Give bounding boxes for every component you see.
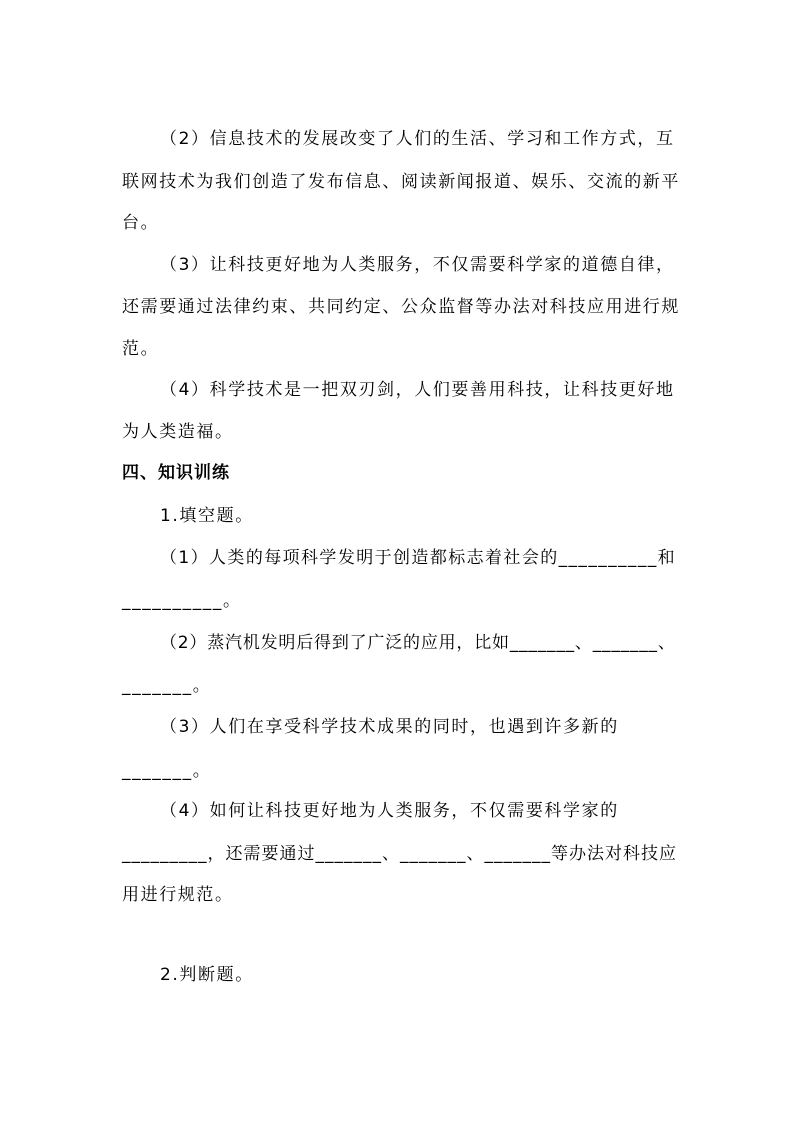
paragraph-4-line-1: （4）科学技术是一把双刃剑，人们要善用科技，让科技更好地 — [160, 380, 675, 400]
question-1-1-line-1: （1）人类的每项科学发明于创造都标志着社会的__________和 — [160, 548, 677, 568]
question-1-2-line-2: _______。 — [122, 676, 212, 696]
question-1-3-line-2: _______。 — [122, 761, 212, 781]
question-1-4-line-1: （4）如何让科技更好地为人类服务，不仅需要科学家的 — [160, 801, 619, 821]
paragraph-3-line-2: 还需要通过法律约束、共同约定、公众监督等办法对科技应用进行规 — [122, 297, 680, 317]
paragraph-2-line-1: （2）信息技术的发展改变了人们的生活、学习和工作方式，互 — [160, 129, 675, 149]
question-1-4-line-3: 用进行规范。 — [122, 885, 234, 905]
question-1-1-line-2: __________。 — [122, 591, 242, 611]
question-1-2-line-1: （2）蒸汽机发明后得到了广泛的应用，比如_______、_______、 — [160, 633, 676, 653]
paragraph-4-line-2: 为人类造福。 — [122, 422, 234, 442]
section-heading: 四、知识训练 — [122, 463, 230, 483]
paragraph-3-line-1: （3）让科技更好地为人类服务，不仅需要科学家的道德自律， — [160, 255, 675, 275]
paragraph-2-line-3: 台。 — [122, 213, 160, 233]
question-1-title: 1.填空题。 — [160, 506, 254, 526]
paragraph-3-line-3: 范。 — [122, 339, 160, 359]
question-2-title: 2.判断题。 — [160, 965, 254, 985]
paragraph-2-line-2: 联网技术为我们创造了发布信息、阅读新闻报道、娱乐、交流的新平 — [122, 172, 680, 192]
question-1-4-line-2: _________，还需要通过_______、_______、_______等办法对科技应 — [122, 844, 677, 864]
question-1-3-line-1: （3）人们在享受科学技术成果的同时，也遇到许多新的 — [160, 717, 619, 737]
